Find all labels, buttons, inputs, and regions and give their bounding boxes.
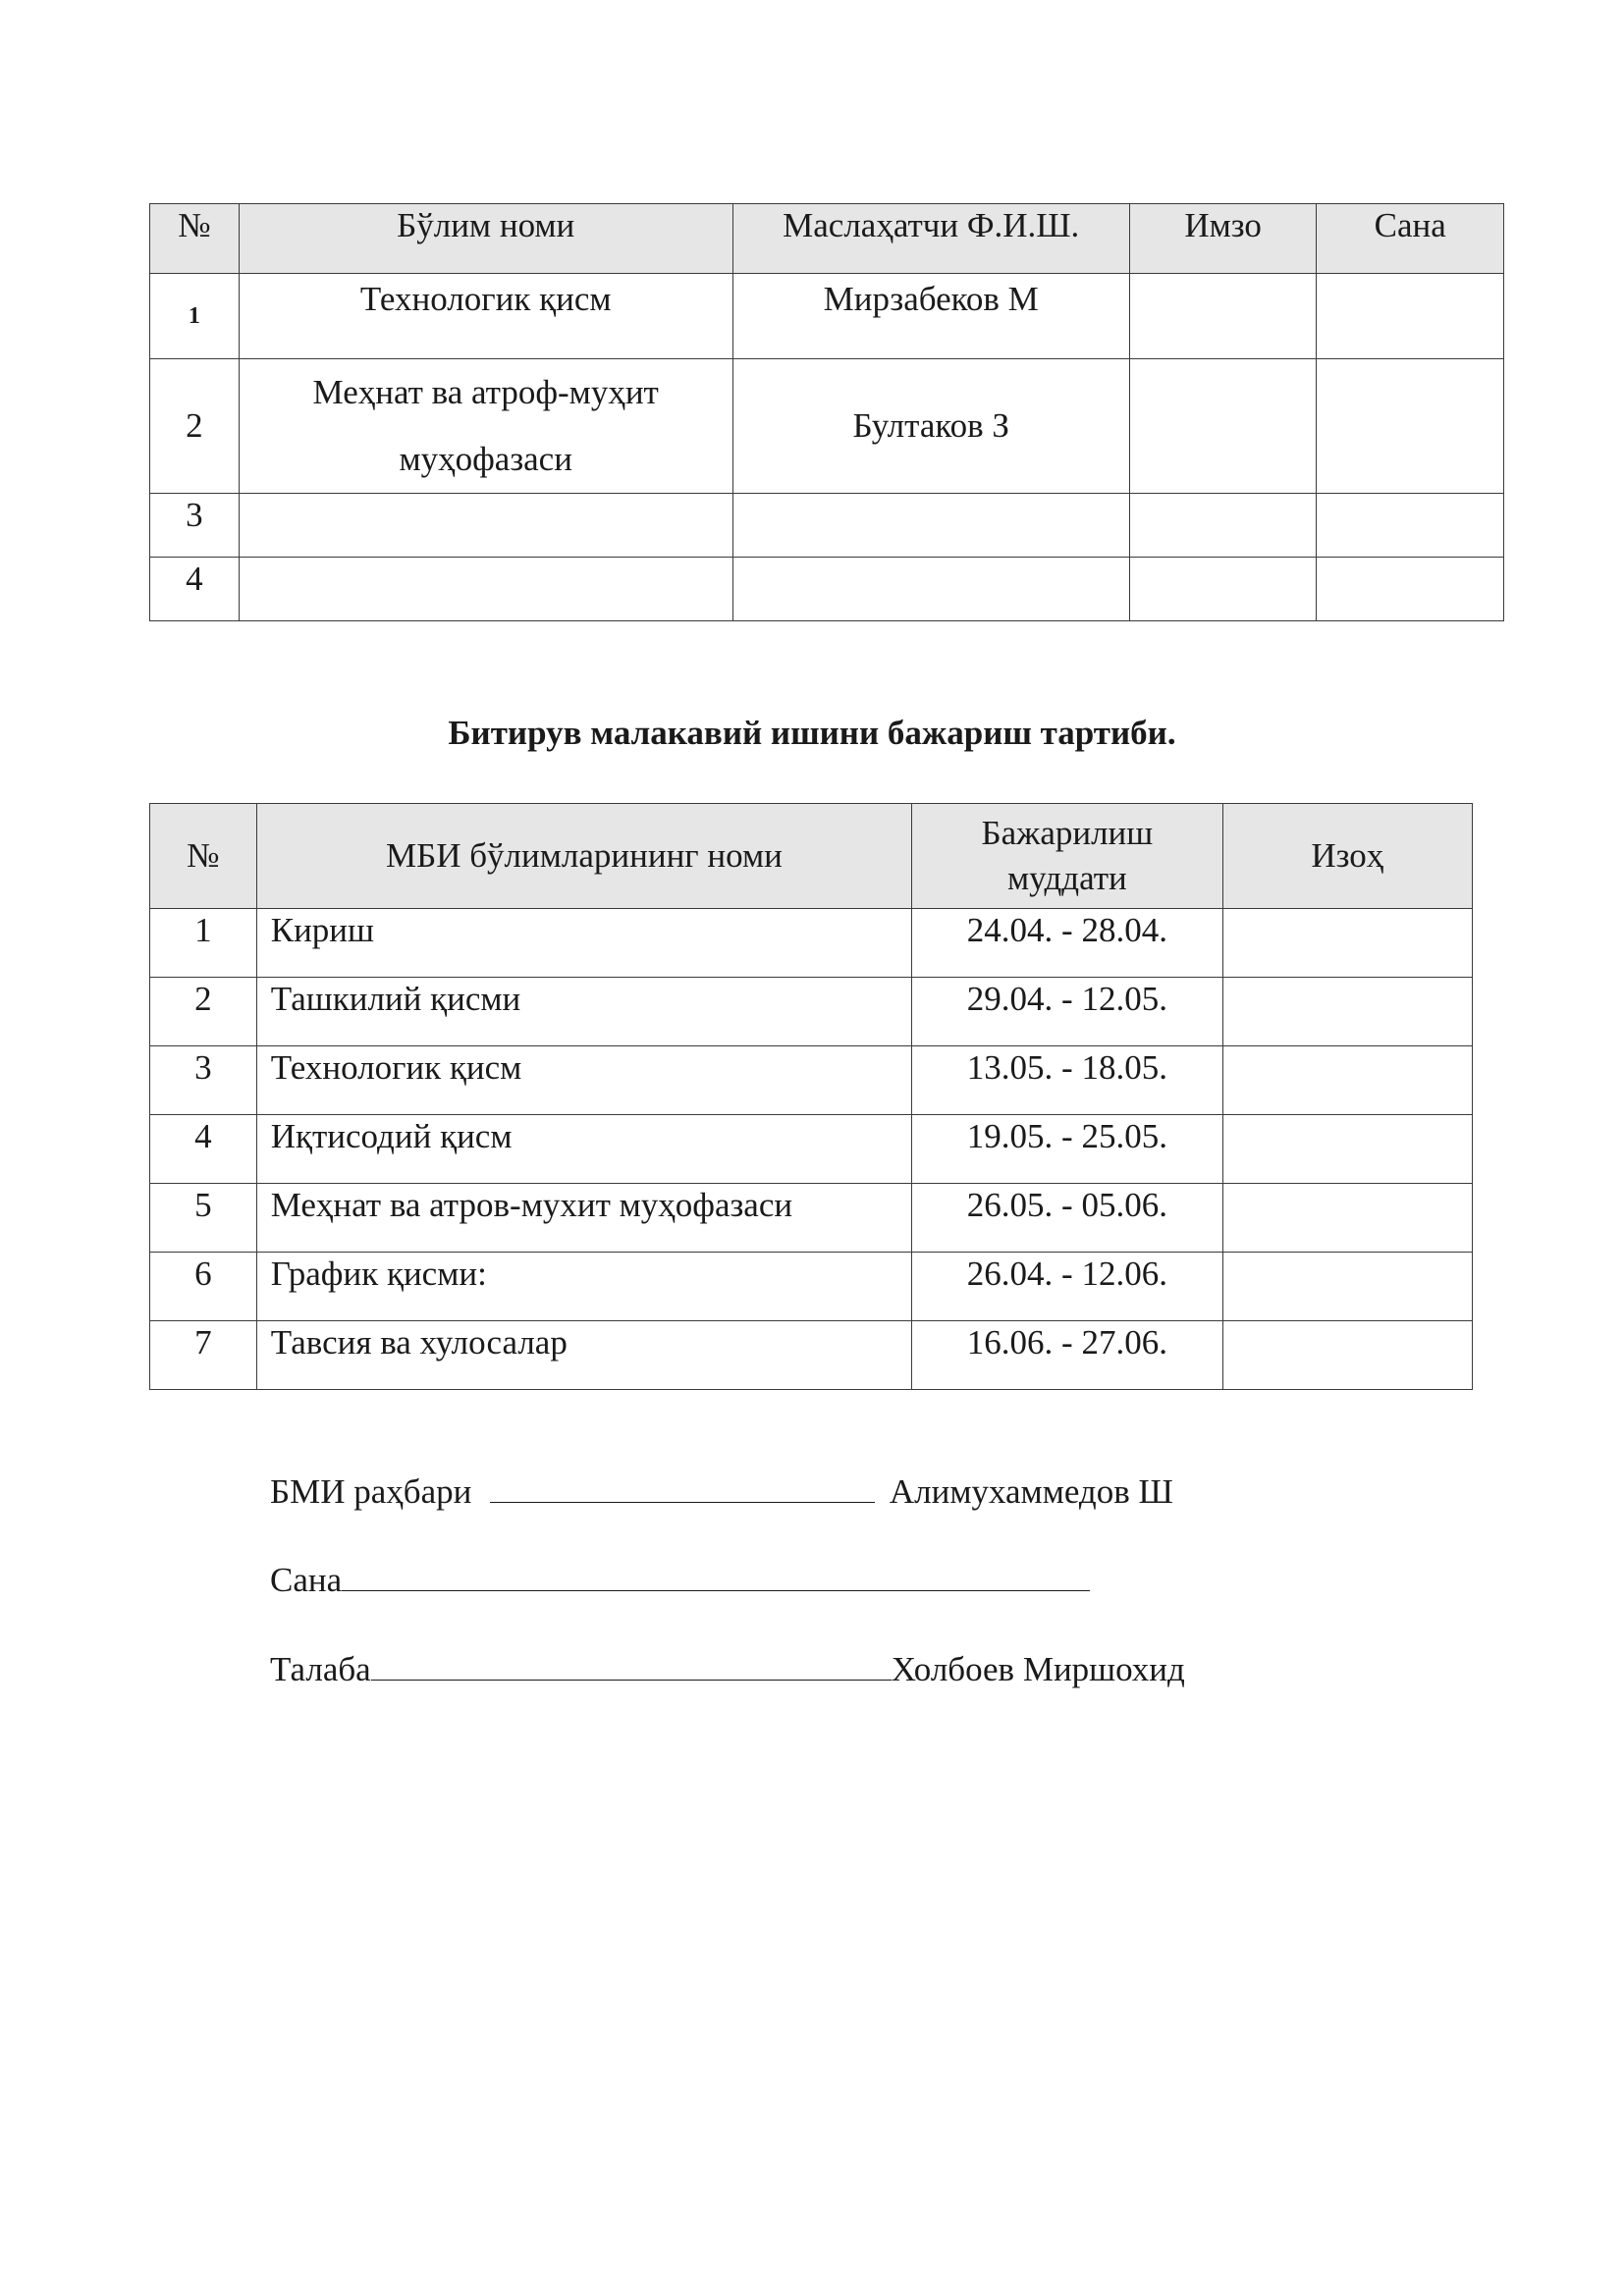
table-row: [150, 909, 1473, 978]
date-blank[interactable]: [342, 1561, 1090, 1591]
row-note: [1222, 909, 1472, 978]
row-term: 26.04. - 12.06.: [912, 1253, 1222, 1321]
row-section: Тавсия ва хулосалар: [256, 1321, 911, 1390]
row-signature: [1129, 359, 1317, 494]
row-signature: [1129, 494, 1317, 558]
table-row: [150, 1046, 1473, 1115]
date-signature-line: [270, 1561, 1090, 1600]
header-term-line2: муддати: [1007, 859, 1127, 897]
schedule-table: [149, 803, 1473, 1390]
row-number: 4: [150, 558, 240, 621]
header-section-name: МБИ бўлимларининг номи: [256, 804, 911, 909]
row-number: 7: [150, 1321, 257, 1390]
row-number: 3: [150, 494, 240, 558]
row-term: 13.05. - 18.05.: [912, 1046, 1222, 1115]
row-number: 1: [150, 274, 240, 359]
header-date: Сана: [1317, 204, 1504, 274]
table-row: [150, 1321, 1473, 1390]
supervisor-signature-line: [270, 1472, 1173, 1512]
header-signature: Имзо: [1129, 204, 1317, 274]
row-number: 3: [150, 1046, 257, 1115]
supervisor-label: БМИ раҳбари: [270, 1472, 472, 1511]
row-number: 1: [150, 909, 257, 978]
table-row: [150, 1253, 1473, 1321]
row-section-line2: муҳофазаси: [399, 440, 572, 478]
row-section: Иқтисодий қисм: [256, 1115, 911, 1184]
schedule-body: [150, 909, 1473, 1390]
row-section: [239, 359, 732, 494]
row-term: 16.06. - 27.06.: [912, 1321, 1222, 1390]
row-term: 19.05. - 25.05.: [912, 1115, 1222, 1184]
row-date: [1317, 558, 1504, 621]
supervisor-name: Алимухаммедов Ш: [889, 1472, 1173, 1511]
table-row: [150, 1184, 1473, 1253]
row-date: [1317, 274, 1504, 359]
row-number: 2: [150, 978, 257, 1046]
header-number: №: [150, 804, 257, 909]
header-term: [912, 804, 1222, 909]
table-row: [150, 978, 1473, 1046]
row-note: [1222, 1253, 1472, 1321]
row-note: [1222, 1321, 1472, 1390]
row-term: 24.04. - 28.04.: [912, 909, 1222, 978]
row-number: 6: [150, 1253, 257, 1321]
date-label: Сана: [270, 1561, 343, 1599]
supervisor-blank[interactable]: [490, 1472, 875, 1503]
header-number: №: [150, 204, 240, 274]
row-section: Меҳнат ва атров-мухит муҳофазаси: [256, 1184, 911, 1253]
schedule-header-row: [150, 804, 1473, 909]
row-note: [1222, 978, 1472, 1046]
row-note: [1222, 1046, 1472, 1115]
row-section-line1: Меҳнат ва атроф-муҳит: [312, 373, 659, 411]
consultants-header-row: [150, 204, 1504, 274]
consultants-table: [149, 203, 1504, 621]
row-section: [239, 494, 732, 558]
student-name: Холбоев Миршохид: [891, 1650, 1185, 1688]
header-section-name: Бўлим номи: [239, 204, 732, 274]
row-advisor: Бултаков З: [732, 359, 1129, 494]
table-row: [150, 558, 1504, 621]
row-note: [1222, 1115, 1472, 1184]
table-row: [150, 359, 1504, 494]
student-blank[interactable]: [371, 1650, 892, 1681]
row-section: Ташкилий қисми: [256, 978, 911, 1046]
row-date: [1317, 494, 1504, 558]
row-section: Технологик қисм: [256, 1046, 911, 1115]
row-section: График қисми:: [256, 1253, 911, 1321]
header-term-line1: Бажарилиш: [981, 814, 1154, 852]
row-signature: [1129, 274, 1317, 359]
row-signature: [1129, 558, 1317, 621]
row-term: 26.05. - 05.06.: [912, 1184, 1222, 1253]
row-section: Технологик қисм: [239, 274, 732, 359]
table-row: [150, 494, 1504, 558]
row-number: 5: [150, 1184, 257, 1253]
row-advisor: Мирзабеков М: [732, 274, 1129, 359]
table-row: [150, 1115, 1473, 1184]
row-note: [1222, 1184, 1472, 1253]
row-section: Кириш: [256, 909, 911, 978]
header-advisor: Маслаҳатчи Ф.И.Ш.: [732, 204, 1129, 274]
table-row: [150, 274, 1504, 359]
row-number: 2: [150, 359, 240, 494]
row-date: [1317, 359, 1504, 494]
row-advisor: [732, 558, 1129, 621]
schedule-title: Битирув малакавий ишини бажариш тартиби.: [448, 714, 1176, 752]
row-advisor: [732, 494, 1129, 558]
row-number: 4: [150, 1115, 257, 1184]
student-label: Талаба: [270, 1650, 371, 1688]
row-section: [239, 558, 732, 621]
student-signature-line: [270, 1650, 1185, 1689]
row-term: 29.04. - 12.05.: [912, 978, 1222, 1046]
header-note: Изоҳ: [1222, 804, 1472, 909]
